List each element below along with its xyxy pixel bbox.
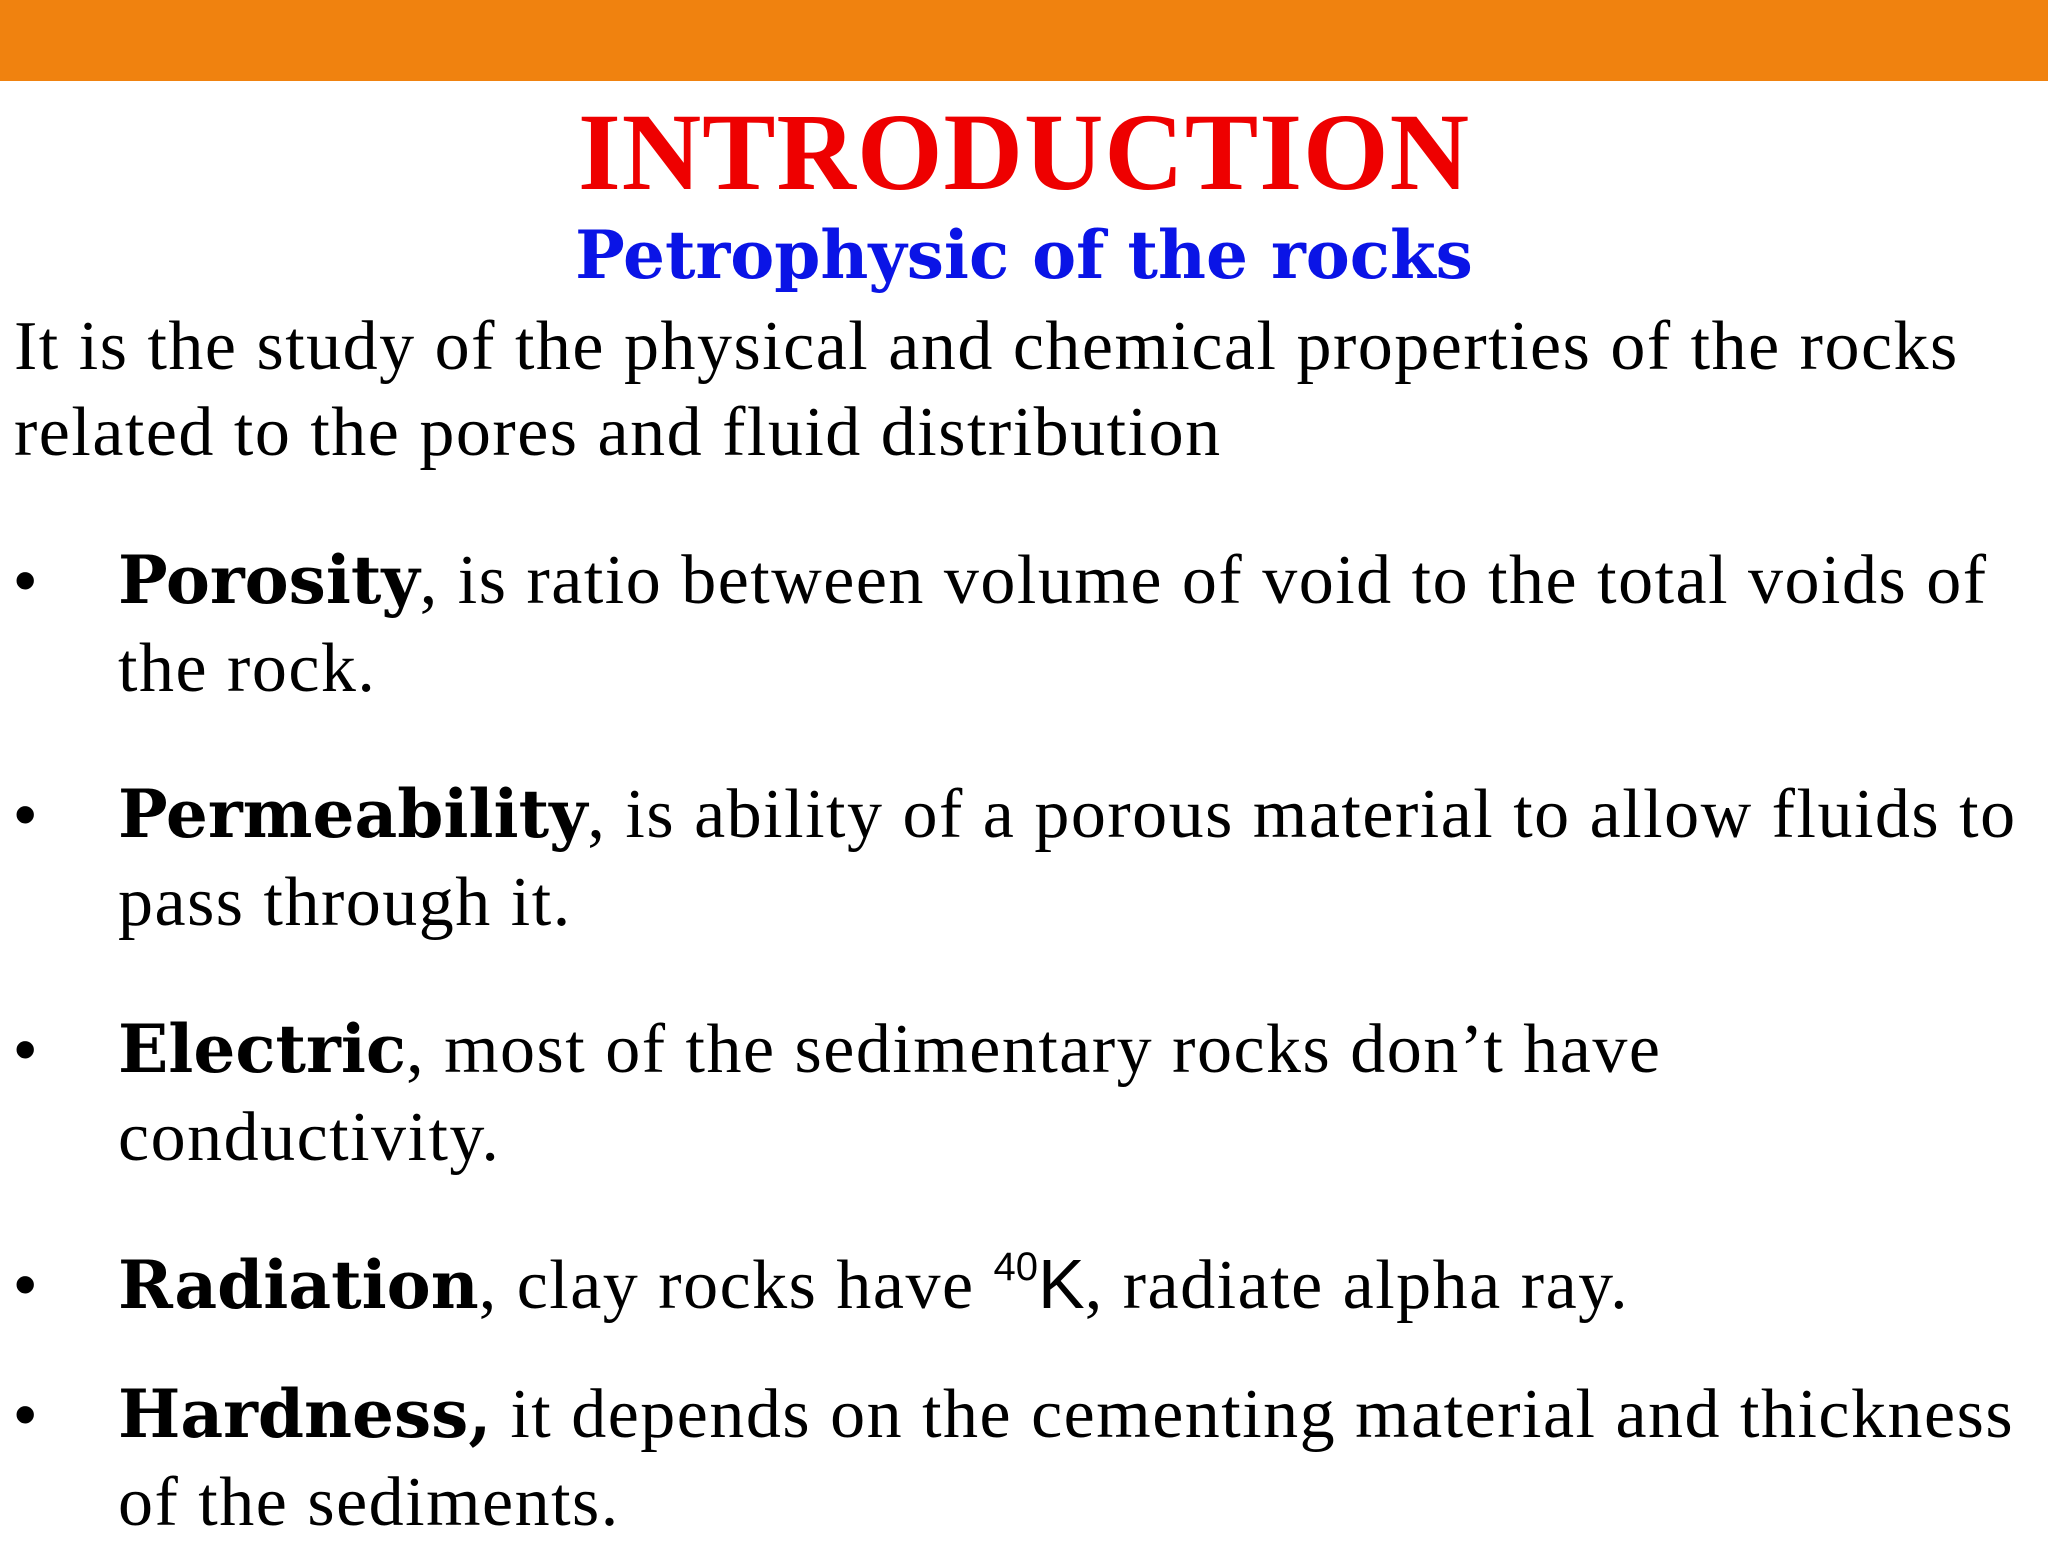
definition-hardness: it depends on the cementing material and thickness of the sediments. [118,1376,2015,1541]
definition-radiation-start: , clay rocks have [478,1247,994,1324]
bullet-icon: • [14,1013,38,1085]
list-item-permeability [14,770,2018,947]
definition-permeability: , is ability of a porous material to allow fluids to pass through it. [118,776,2017,941]
intro-paragraph: It is the study of the physical and chemical properties of the rocks related to the pores and fluid distribution [14,308,1959,471]
definition-radiation-end: , radiate alpha ray. [1084,1247,1630,1324]
list-item-radiation [14,1240,2018,1330]
list-item-porosity [14,536,2018,713]
slide-subtitle: Petrophysic of the rocks [575,216,1473,294]
term-permeability: Permeability [118,775,588,853]
term-radiation: Radiation [118,1246,479,1324]
term-porosity: Porosity [118,541,420,619]
list-item-hardness [14,1370,2018,1547]
bullet-icon: • [14,1378,38,1450]
slide-title: INTRODUCTION [577,91,1471,213]
bullet-icon: • [14,544,38,616]
term-electric: Electric [118,1010,407,1088]
list-item-electric [14,1005,2018,1182]
definition-electric: , most of the sedimentary rocks don’t have conductivity. [118,1011,1662,1176]
bullet-icon: • [14,1248,38,1320]
term-hardness: Hardness, [118,1375,492,1453]
bullet-icon: • [14,778,38,850]
definition-porosity: , is ratio between volume of void to the total voids of the rock. [118,542,1988,707]
isotope-mass-number: 40 [993,1245,1039,1289]
isotope-symbol: K [1038,1245,1085,1323]
